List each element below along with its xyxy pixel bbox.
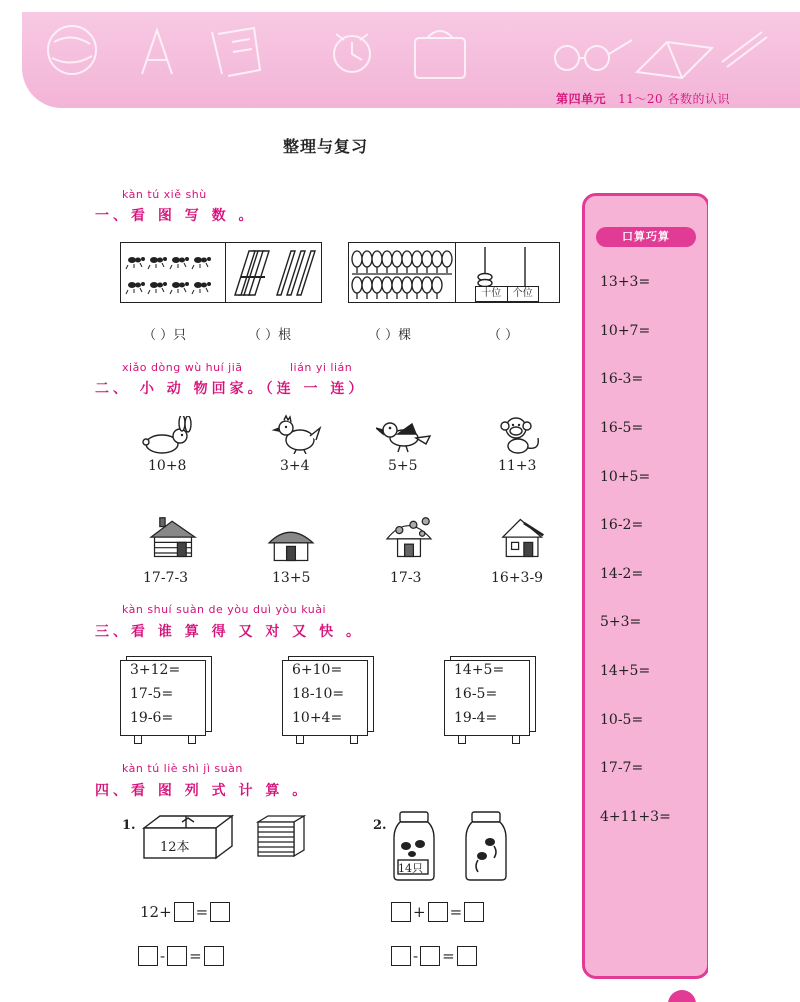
mental-math-item[interactable]: 16-3= — [600, 371, 644, 387]
trees-icon — [351, 247, 453, 301]
answer-box[interactable] — [391, 902, 411, 922]
equation-2-add — [391, 902, 484, 922]
ants-icon — [124, 248, 224, 298]
calc-board-3 — [444, 660, 536, 740]
mental-math-item[interactable]: 13+3= — [600, 274, 651, 290]
mental-math-item[interactable]: 10+5= — [600, 469, 651, 485]
eq-prefix: 12+ — [140, 903, 172, 921]
animal-expr-bird[interactable]: 5+5 — [388, 458, 418, 474]
plus-sign: + — [413, 903, 426, 921]
answer-box[interactable] — [391, 946, 411, 966]
equals-sign: = — [449, 903, 463, 921]
equals-sign: = — [442, 947, 455, 965]
section-3-pinyin: kàn shuí suàn de yòu duì yòu kuài — [122, 603, 326, 616]
problem-2-number: 2. — [373, 818, 387, 833]
equation-1-add — [138, 902, 230, 922]
answer-blank-ants[interactable]: （ ）只 — [143, 328, 187, 343]
picture-background — [150, 418, 550, 588]
problem-1-number: 1. — [122, 818, 136, 833]
section-1-pinyin: kàn tú xiě shù — [122, 188, 207, 201]
answer-blank-abacus[interactable]: （ ） — [488, 328, 519, 343]
mental-math-item[interactable]: 14+5= — [600, 663, 651, 679]
calc-board-2 — [282, 660, 374, 740]
animal-expr-monkey[interactable]: 11+3 — [498, 458, 537, 474]
calc-problem[interactable]: 19-6= — [130, 710, 174, 726]
section-3-title: 三、看 谁 算 得 又 对 又 快 。 — [95, 624, 364, 640]
calc-problem[interactable]: 16-5= — [454, 686, 498, 702]
equation-2-sub — [391, 946, 477, 966]
equals-sign: = — [189, 947, 202, 965]
mental-math-item[interactable]: 10-5= — [600, 712, 644, 728]
mental-math-item[interactable]: 14-2= — [600, 566, 644, 582]
book-stack-icon — [256, 814, 306, 858]
mushroom-house-icon — [380, 516, 438, 560]
page-header-banner — [22, 12, 800, 108]
calc-problem[interactable]: 19-4= — [454, 710, 498, 726]
picture-box-left — [120, 242, 322, 303]
abacus-icon — [465, 245, 555, 287]
unit-header-text — [556, 90, 730, 107]
animal-expr-chicken[interactable]: 3+4 — [280, 458, 310, 474]
jar-label: 14只 — [398, 862, 423, 875]
answer-blank-sticks[interactable]: （ ）根 — [248, 328, 292, 343]
section-1-title: 一、看 图 写 数 。 — [95, 208, 257, 224]
unit-label: 第四单元 — [556, 92, 607, 106]
minus-sign: - — [413, 947, 419, 965]
equals-sign: = — [195, 903, 209, 921]
chicken-icon — [270, 414, 326, 454]
house-expr-round[interactable]: 13+5 — [272, 570, 311, 586]
calc-problem[interactable]: 6+10= — [292, 662, 343, 678]
house-expr-cottage[interactable]: 16+3-9 — [491, 570, 544, 586]
mental-math-badge: 口算巧算 — [596, 227, 696, 247]
mental-math-item[interactable]: 16-2= — [600, 517, 644, 533]
answer-box[interactable] — [167, 946, 187, 966]
equation-1-sub — [138, 946, 224, 966]
abacus-place-labels — [475, 286, 539, 302]
cottage-icon — [494, 516, 552, 560]
page-title: 整理与复习 — [283, 137, 369, 156]
minus-sign: - — [160, 947, 166, 965]
calc-board-1 — [120, 660, 212, 740]
page-number-dot — [668, 990, 696, 1002]
mental-math-item[interactable]: 17-7= — [600, 760, 644, 776]
mental-math-item[interactable]: 5+3= — [600, 614, 642, 630]
calc-problem[interactable]: 14+5= — [454, 662, 505, 678]
animal-expr-rabbit[interactable]: 10+8 — [148, 458, 187, 474]
picture-box-right — [348, 242, 560, 303]
calc-problem[interactable]: 17-5= — [130, 686, 174, 702]
bird-icon — [376, 416, 432, 456]
panel-edge-mask — [708, 190, 738, 990]
section-4-pinyin: kàn tú liè shì jì suàn — [122, 762, 243, 775]
calc-problem[interactable]: 3+12= — [130, 662, 181, 678]
monkey-icon — [494, 414, 550, 454]
log-cabin-icon — [144, 516, 202, 560]
section-2-pinyin-2: lián yi lián — [290, 361, 353, 374]
answer-box[interactable] — [174, 902, 194, 922]
mental-math-panel — [582, 193, 710, 979]
mental-math-item[interactable]: 10+7= — [600, 323, 651, 339]
book-box-label: 12本 — [160, 840, 190, 855]
answer-box[interactable] — [204, 946, 224, 966]
ones-place-label: 个位 — [512, 288, 533, 299]
tadpole-jar-right-icon — [464, 810, 508, 882]
section-2-title: 二、 小 动 物回家。（连 一 连） — [95, 381, 367, 397]
answer-blank-trees[interactable]: （ ）棵 — [368, 328, 412, 343]
section-4-title: 四、看 图 列 式 计 算 。 — [95, 783, 311, 799]
mental-math-item[interactable]: 16-5= — [600, 420, 644, 436]
answer-box[interactable] — [210, 902, 230, 922]
topic-label: 11～20 各数的认识 — [618, 92, 730, 106]
answer-box[interactable] — [457, 946, 477, 966]
round-house-icon — [262, 520, 320, 564]
answer-box[interactable] — [428, 902, 448, 922]
mental-math-item[interactable]: 4+11+3= — [600, 809, 671, 825]
sticks-bundle-icon — [233, 247, 319, 299]
tens-place-label: 十位 — [476, 287, 508, 301]
calc-problem[interactable]: 10+4= — [292, 710, 343, 726]
answer-box[interactable] — [420, 946, 440, 966]
answer-box[interactable] — [138, 946, 158, 966]
rabbit-icon — [140, 416, 196, 456]
house-expr-cabin[interactable]: 17-7-3 — [143, 570, 189, 586]
section-2-pinyin: xiǎo dòng wù huí jiā — [122, 361, 243, 374]
answer-box[interactable] — [464, 902, 484, 922]
house-expr-mushroom[interactable]: 17-3 — [390, 570, 422, 586]
calc-problem[interactable]: 18-10= — [292, 686, 345, 702]
